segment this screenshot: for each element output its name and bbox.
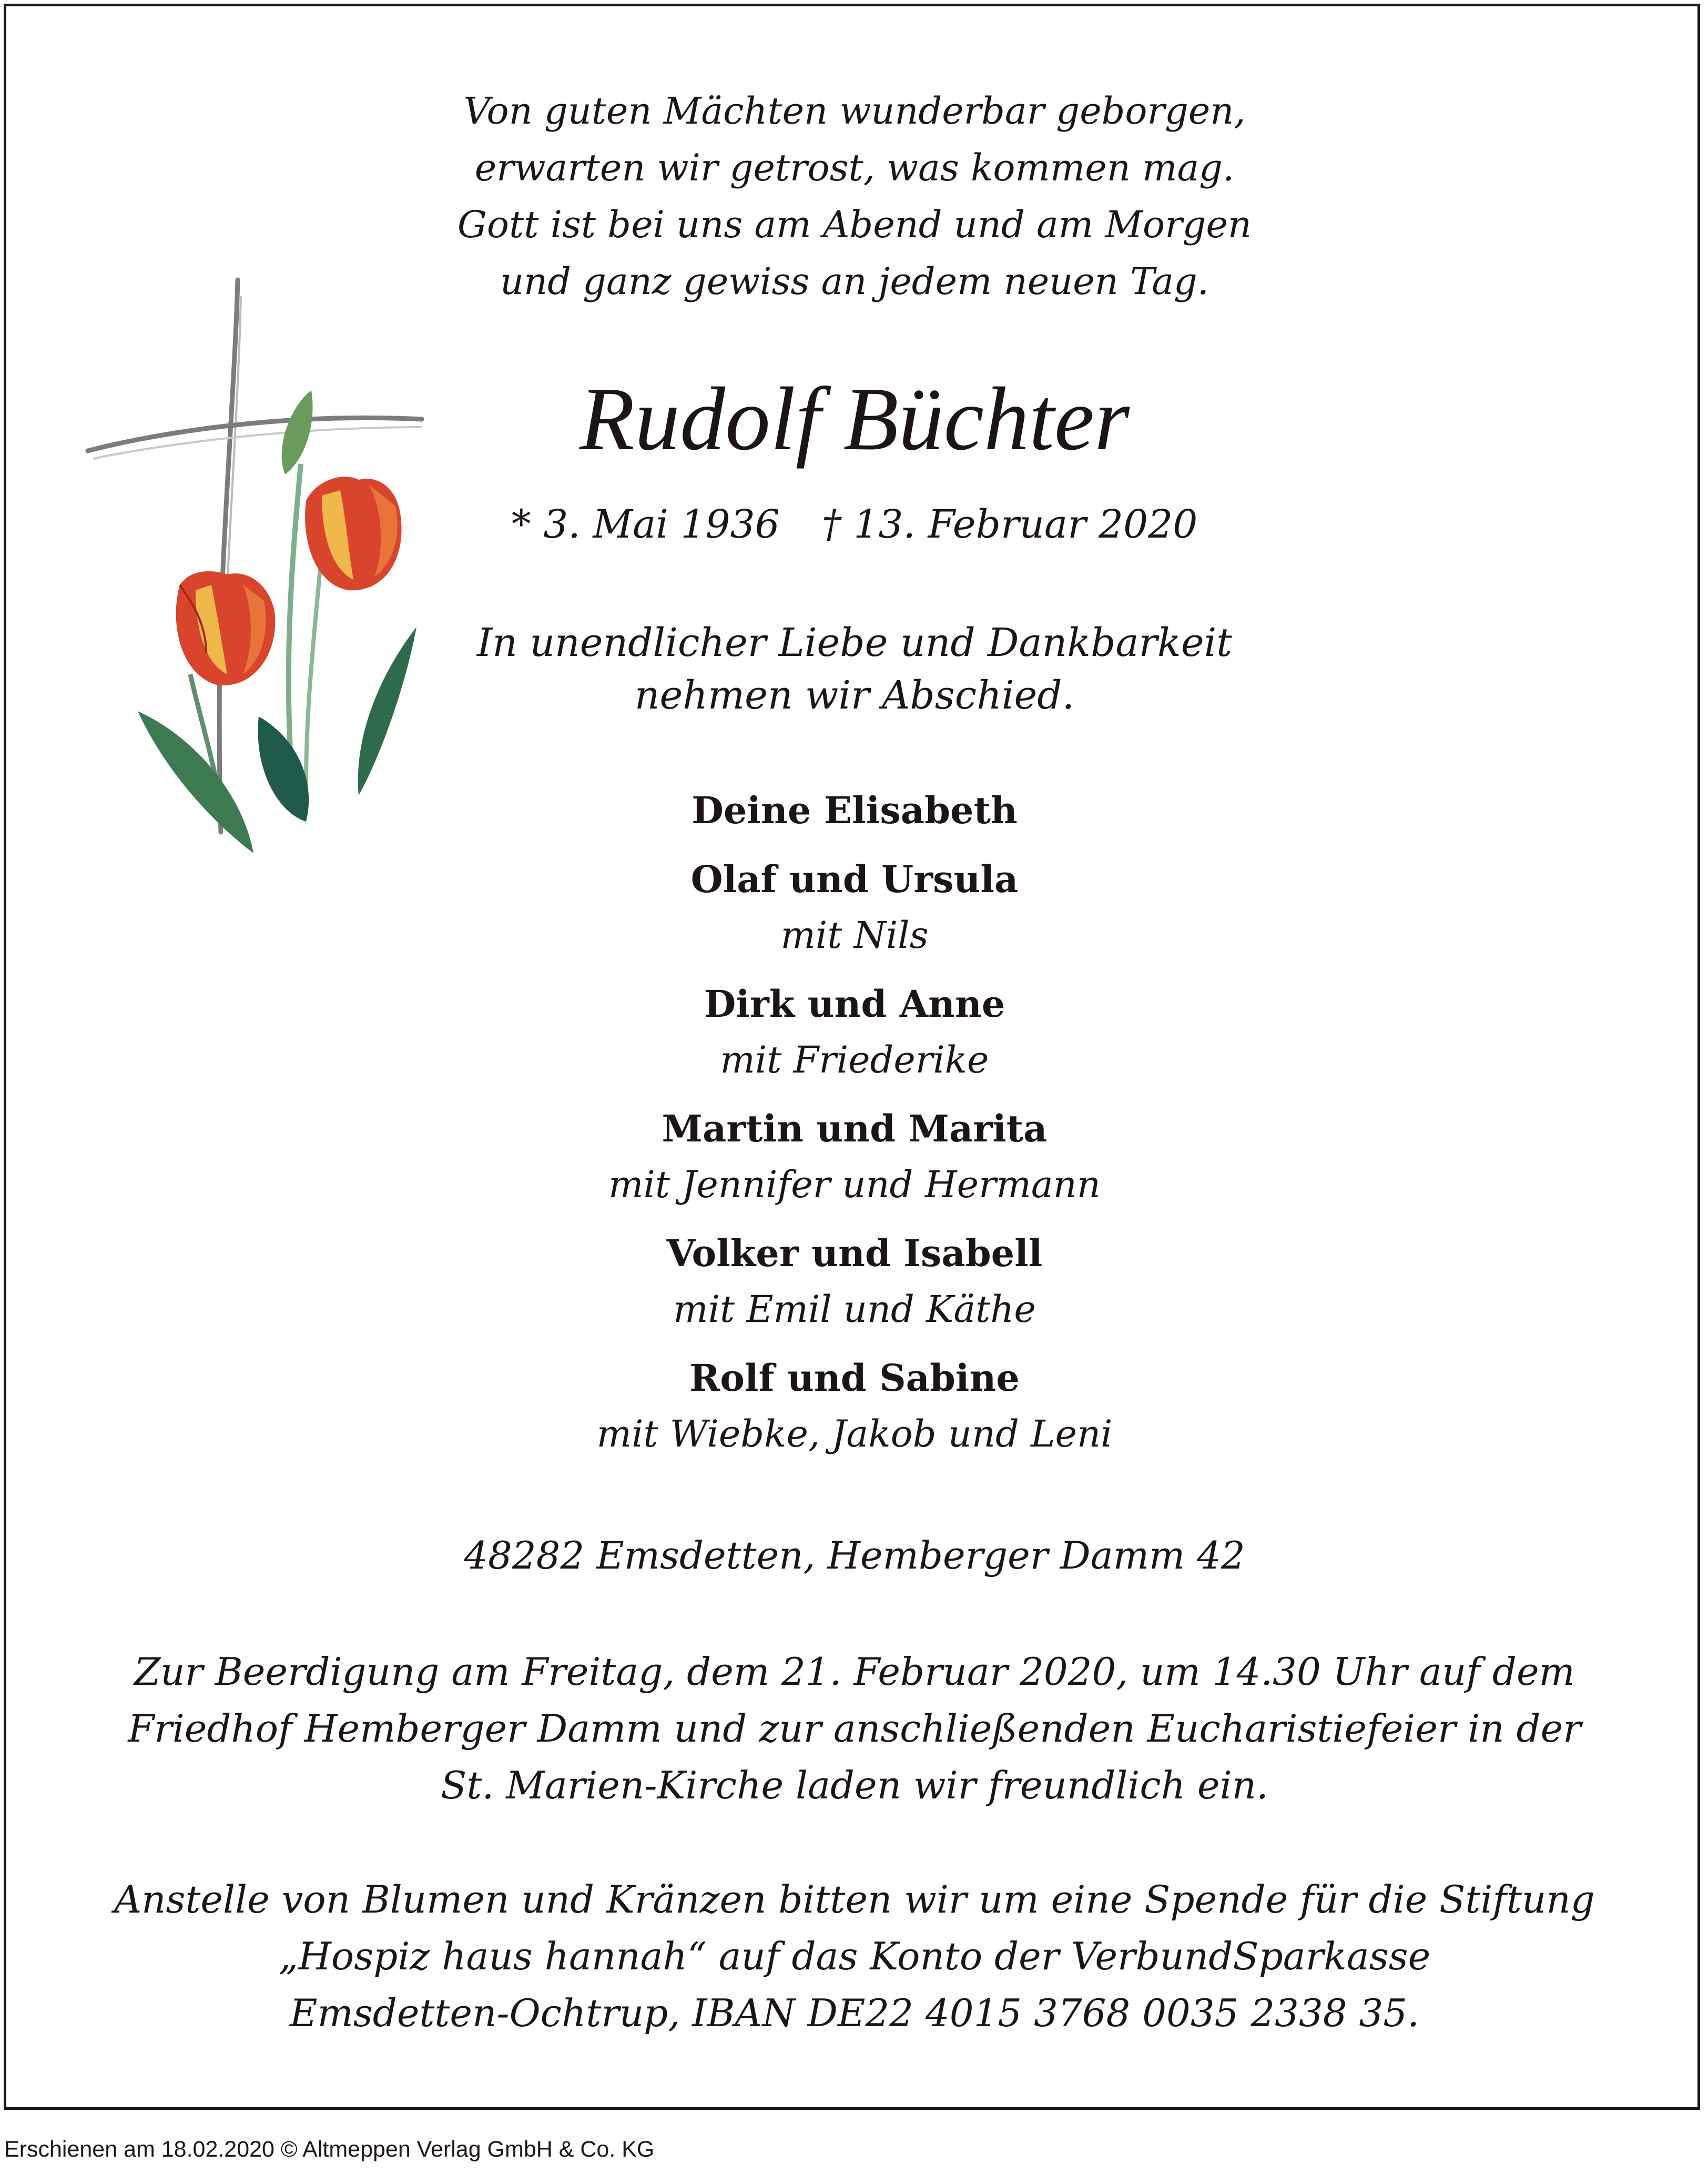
farewell-text — [6, 616, 1703, 722]
mourner-with: mit Friederike — [720, 1038, 989, 1081]
farewell-line: nehmen wir Abschied. — [634, 673, 1075, 718]
donation-line: „Hospiz haus hannah“ auf das Konto der VerbundSparkasse — [278, 1934, 1431, 1978]
mourner-names: Dirk und Anne — [704, 982, 1005, 1026]
mourner-with: mit Emil und Käthe — [673, 1288, 1036, 1331]
donation-request — [6, 1871, 1703, 2041]
poem-line: Gott ist bei uns am Abend und am Morgen — [458, 203, 1252, 246]
donation-line: Emsdetten-Ochtrup, IBAN DE22 4015 3768 0035 2338 35. — [290, 1991, 1419, 2035]
life-dates — [6, 498, 1703, 551]
mourner-names: Deine Elisabeth — [692, 788, 1018, 832]
deceased-name: Rudolf Büchter — [579, 369, 1130, 469]
mourner-group — [6, 1225, 1703, 1338]
mourner-with: mit Wiebke, Jakob und Leni — [596, 1412, 1113, 1455]
funeral-line: St. Marien-Kirche laden wir freundlich ein. — [441, 1763, 1268, 1807]
publication-footer: Erschienen am 18.02.2020 © Altmeppen Verlag GmbH & Co. KG — [4, 2137, 655, 2162]
donation-line: Anstelle von Blumen und Kränzen bitten wir um eine Spende für die Stiftung — [114, 1877, 1595, 1922]
mourner-with: mit Nils — [780, 914, 929, 957]
address: 48282 Emsdetten, Hemberger Damm 42 — [464, 1533, 1245, 1578]
farewell-line: In unendlicher Liebe und Dankbarkeit — [476, 620, 1233, 665]
cross-with-tulips-icon — [85, 275, 432, 858]
mourner-group — [6, 1350, 1703, 1462]
death-date: † 13. Februar 2020 — [821, 502, 1198, 547]
funeral-line: Friedhof Hemberger Damm und zur anschließenden Eucharistiefeier in der — [128, 1706, 1581, 1751]
mourner-group — [6, 851, 1703, 964]
mourners-list — [6, 782, 1703, 1474]
obituary-notice — [4, 4, 1700, 2110]
mourner-names: Olaf und Ursula — [690, 857, 1019, 901]
mourner-names: Rolf und Sabine — [689, 1356, 1020, 1400]
funeral-line: Zur Beerdigung am Freitag, dem 21. Februar 2020, um 14.30 Uhr auf dem — [134, 1650, 1575, 1694]
poem-line: erwarten wir getrost, was kommen mag. — [474, 146, 1235, 189]
birth-date: * 3. Mai 1936 — [511, 502, 780, 547]
mourner-names: Martin und Marita — [662, 1107, 1048, 1150]
poem-line: und ganz gewiss an jedem neuen Tag. — [500, 260, 1209, 303]
funeral-info — [6, 1643, 1703, 1814]
mourner-group — [6, 976, 1703, 1088]
poem-line: Von guten Mächten wunderbar geborgen, — [463, 89, 1246, 133]
mourner-with: mit Jennifer und Hermann — [608, 1163, 1101, 1206]
mourner-names: Volker und Isabell — [666, 1231, 1043, 1275]
mourner-group — [6, 1100, 1703, 1213]
mourner-group — [6, 782, 1703, 839]
